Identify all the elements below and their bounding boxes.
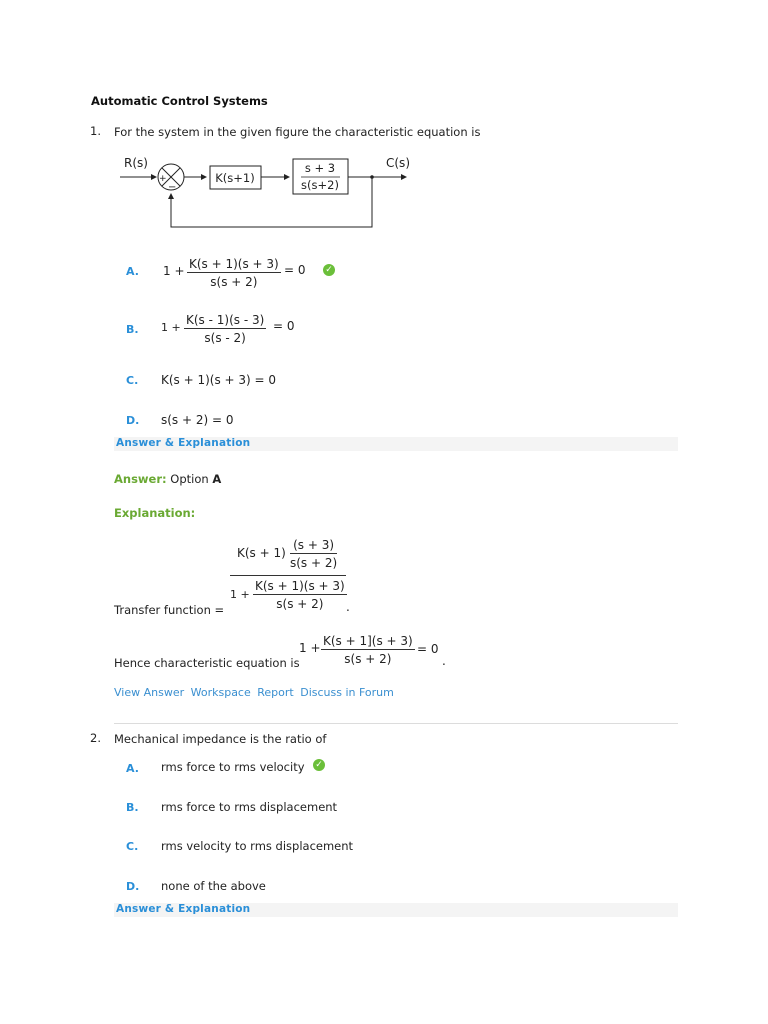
output-label: C(s) <box>386 156 410 170</box>
ce-fraction: $\frac{K(s + 1](s + 3)}{s(s + 2)}$ <box>323 634 413 666</box>
report-link[interactable]: Report <box>257 686 294 699</box>
q1-answer-explanation-link[interactable]: Answer & Explanation <box>116 437 251 449</box>
q1-option-c-text: K(s + 1)(s + 3) = 0 <box>161 373 277 387</box>
block-diagram <box>110 150 420 235</box>
explanation-label: Explanation: <box>114 506 196 520</box>
question-links <box>114 686 397 699</box>
q2-option-b-label[interactable]: B. <box>126 801 139 814</box>
answer-option: A <box>212 472 222 486</box>
q1-option-d-label[interactable]: D. <box>126 414 140 427</box>
check-circle-icon: ✓ <box>323 264 335 276</box>
q1-option-a-lead: 1 + <box>163 264 185 278</box>
q1-option-b-fraction: $\frac{K(s - 1)(s - 3)}{s(s - 2)}$ <box>186 313 265 345</box>
minus-sign: − <box>168 182 177 193</box>
tf-top-left: K(s + 1) <box>237 546 286 560</box>
characteristic-eq-label: Hence characteristic equation is <box>114 656 300 670</box>
page-title: Automatic Control Systems <box>91 94 268 108</box>
tf-main-fraction-bar <box>230 575 346 576</box>
q2-answer-explanation-link[interactable]: Answer & Explanation <box>116 903 251 915</box>
q2-option-a-text: rms force to rms velocity <box>161 760 305 774</box>
answer-text: Option <box>170 472 209 486</box>
q1-option-b-tail: = 0 <box>273 319 295 333</box>
question-2-number: 2. <box>90 731 101 745</box>
answer-line <box>114 472 221 486</box>
discuss-in-forum-link[interactable]: Discuss in Forum <box>300 686 394 699</box>
workspace-link[interactable]: Workspace <box>190 686 251 699</box>
svg-text:s + 3: s + 3 <box>304 161 336 175</box>
q2-option-d-label[interactable]: D. <box>126 880 140 893</box>
q1-answer-explanation-bar[interactable] <box>114 437 678 451</box>
tf-top-fraction: $\frac{(s + 3)}{s(s + 2)}$ <box>290 538 338 570</box>
q1-option-c-label[interactable]: C. <box>126 374 139 387</box>
ce-period: . <box>442 654 446 668</box>
check-circle-icon: ✓ <box>313 759 325 771</box>
q2-option-d-text: none of the above <box>161 879 266 893</box>
tf-period: . <box>346 600 350 614</box>
q1-option-d-text: s(s + 2) = 0 <box>161 413 234 427</box>
tf-bottom-lead: 1 + <box>230 588 250 601</box>
q1-option-a-label[interactable]: A. <box>126 265 139 278</box>
q2-answer-explanation-bar[interactable] <box>114 903 678 917</box>
q2-option-c-label[interactable]: C. <box>126 840 139 853</box>
tf-bottom-fraction: $\frac{K(s + 1)(s + 3)}{s(s + 2)}$ <box>255 579 345 611</box>
ce-tail: = 0 <box>417 642 439 656</box>
q2-option-a-label[interactable]: A. <box>126 762 139 775</box>
q2-option-c-text: rms velocity to rms displacement <box>161 839 354 853</box>
question-1-text: For the system in the given figure the characteristic equation is <box>114 125 481 139</box>
input-label: R(s) <box>124 156 148 170</box>
view-answer-link[interactable]: View Answer <box>114 686 185 699</box>
question-divider <box>114 723 678 724</box>
q2-option-b-text: rms force to rms displacement <box>161 800 338 814</box>
svg-text:s(s+2): s(s+2) <box>301 178 339 192</box>
svg-text:K(s+1): K(s+1) <box>215 171 255 185</box>
plus-sign: + <box>159 174 167 184</box>
q1-option-a-tail: = 0 <box>284 263 306 277</box>
answer-label: Answer: <box>114 472 167 486</box>
transfer-function-label: Transfer function = <box>114 603 225 617</box>
q1-option-b-label[interactable]: B. <box>126 323 139 336</box>
q1-option-b-lead: 1 + <box>161 321 181 334</box>
q1-option-a-fraction: $\frac{K(s + 1)(s + 3)}{s(s + 2)}$ <box>189 257 279 289</box>
question-2-text: Mechanical impedance is the ratio of <box>114 732 327 746</box>
ce-lead: 1 + <box>299 641 321 655</box>
question-1-number: 1. <box>90 124 101 138</box>
